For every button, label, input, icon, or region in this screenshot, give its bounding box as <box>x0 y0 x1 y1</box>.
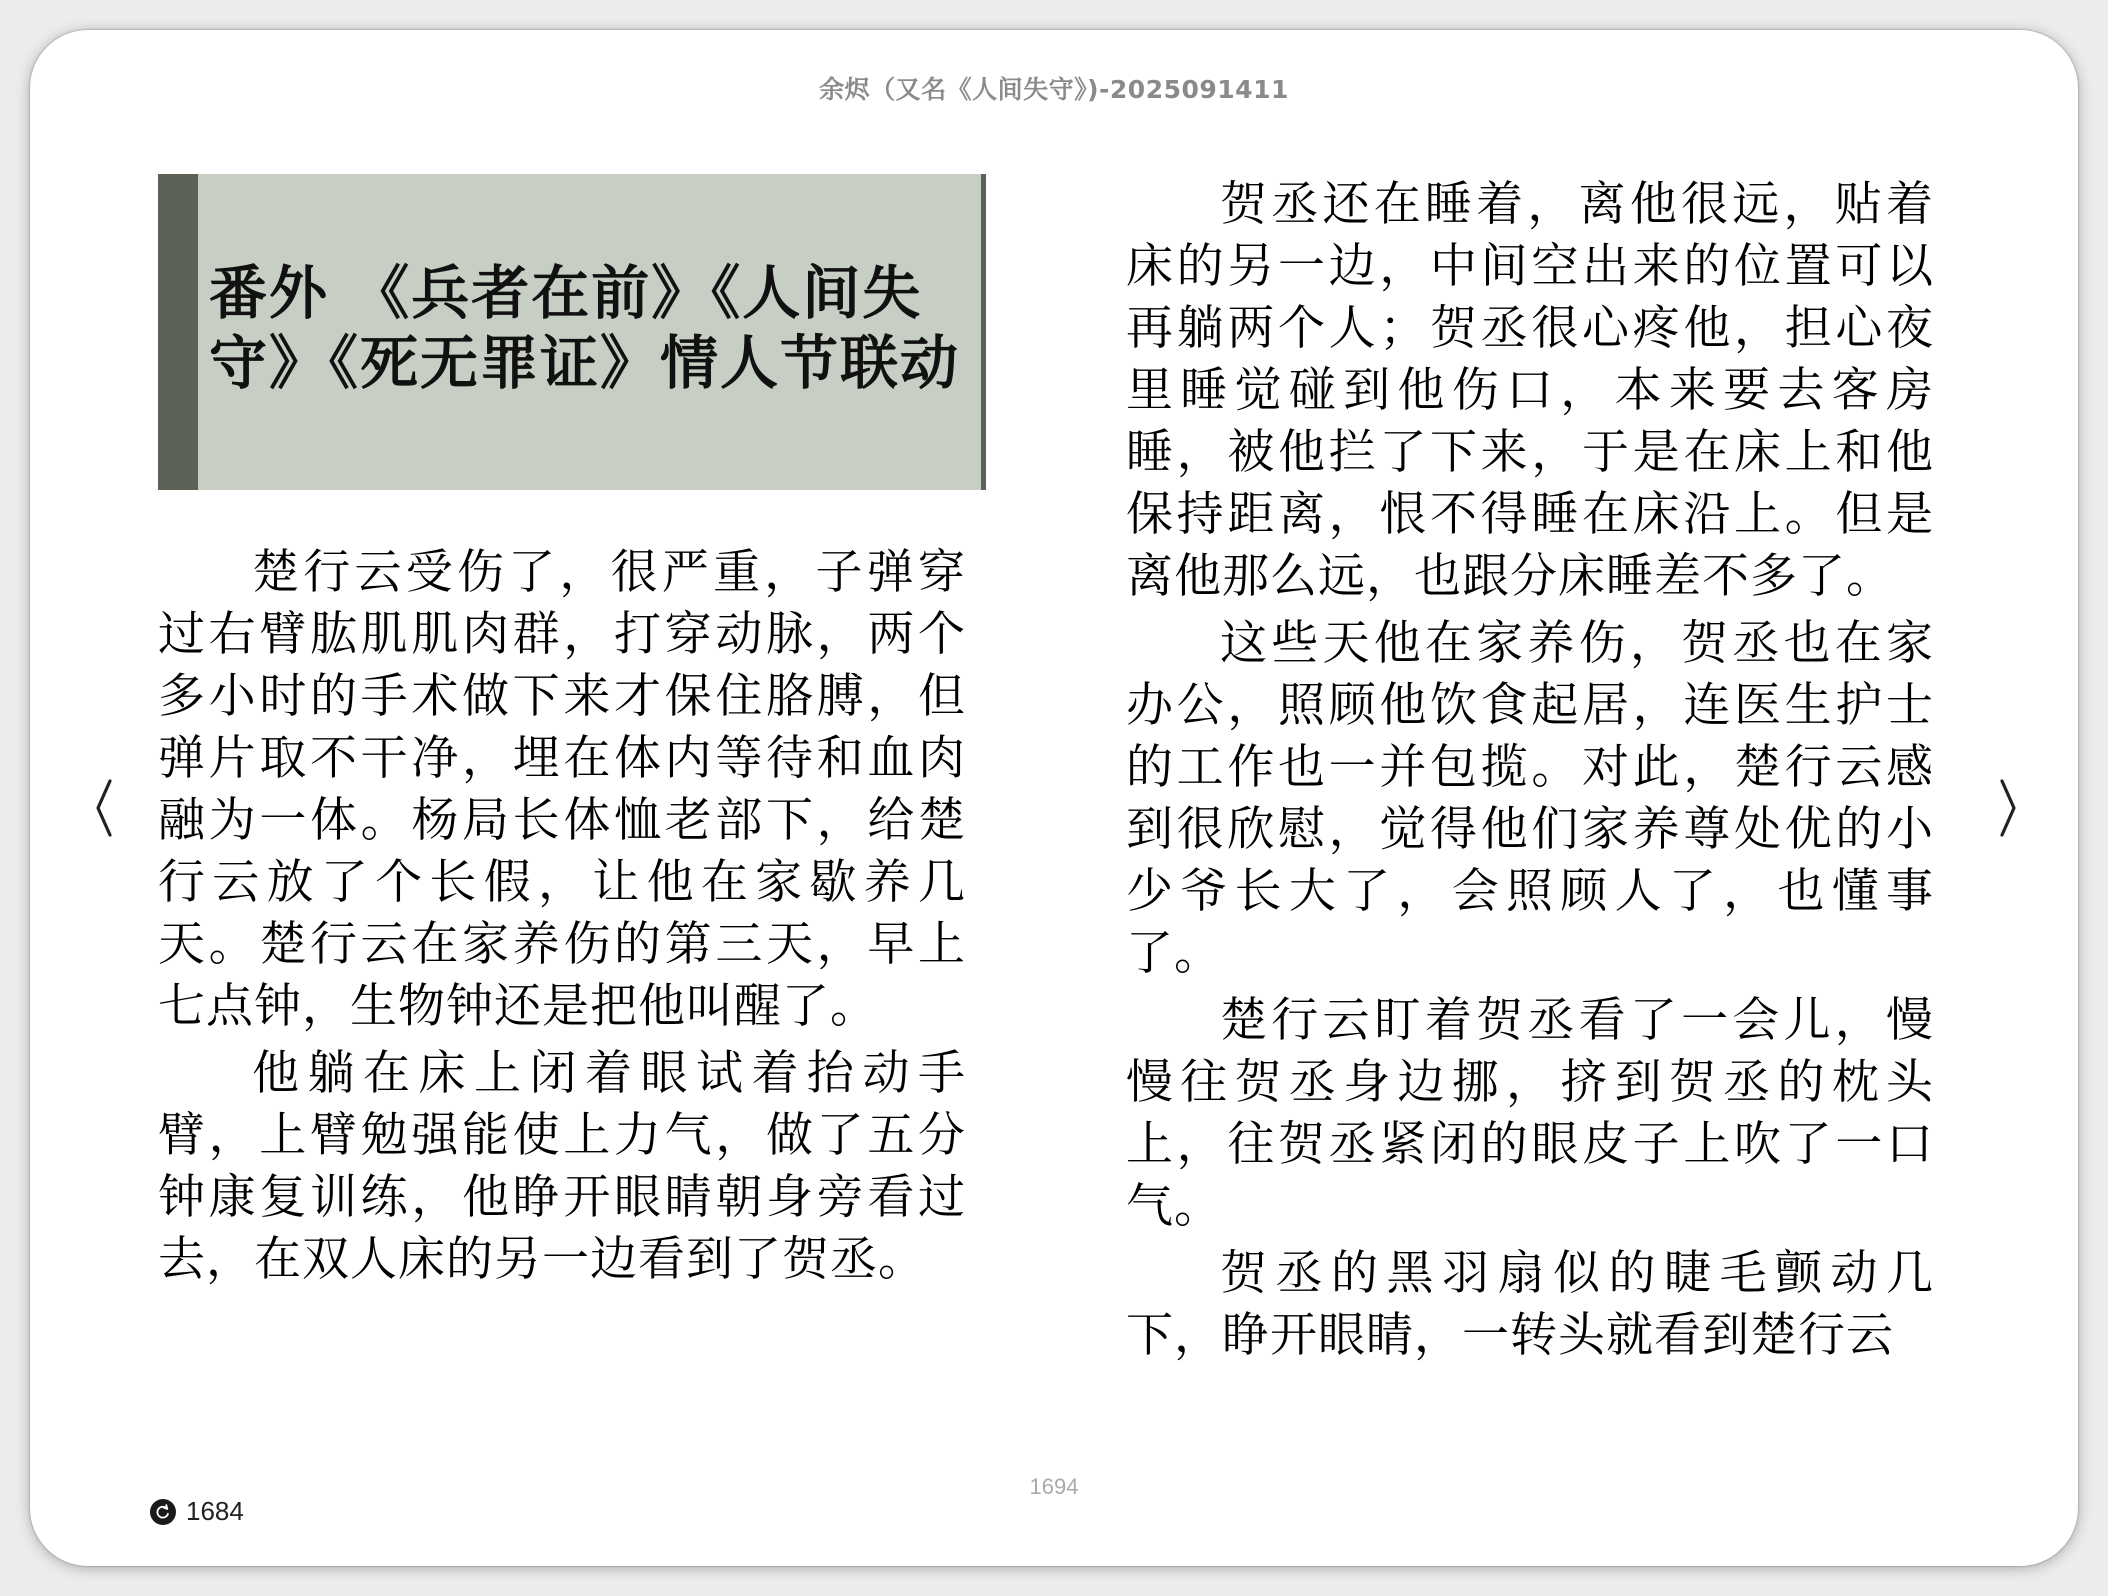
next-page-button[interactable] <box>1986 768 2030 848</box>
chevron-left-icon <box>92 777 116 839</box>
refresh-icon <box>150 1499 176 1525</box>
paragraph: 他躺在床上闭着眼试着抬动手臂，上臂勉强能使上力气，做了五分钟康复训练，他睁开眼睛朝身旁看过去，在双人床的另一边看到了贺丞。 <box>158 1046 966 1287</box>
reader-window <box>30 30 2078 1566</box>
previous-page-button[interactable] <box>82 768 126 848</box>
stats-count: 1684 <box>186 1496 244 1526</box>
paragraph: 楚行云盯着贺丞看了一会儿，慢慢往贺丞身边挪，挤到贺丞的枕头上，往贺丞紧闭的眼皮子上吹了一口气。 <box>1126 993 1934 1234</box>
chapter-title: 番外 《兵者在前》《人间失守》《死无罪证》情人节联动 <box>209 259 961 397</box>
book-title: 余烬（又名《人间失守》)-2025091411 <box>819 75 1289 104</box>
paragraph: 贺丞的黑羽扇似的睫毛颤动几下，睁开眼睛，一转头就看到楚行云 <box>1126 1246 1934 1363</box>
chapter-header <box>158 174 986 490</box>
right-page <box>1126 174 1934 1372</box>
chevron-right-icon <box>1996 777 2020 839</box>
page-number: 1694 <box>1029 1474 1079 1499</box>
paragraph: 这些天他在家养伤，贺丞也在家办公，照顾他饮食起居，连医生护士的工作也一并包揽。对此，楚行云感到很欣慰，觉得他们家养尊处优的小少爷长大了，会照顾人了，也懂事了。 <box>1126 616 1934 981</box>
paragraph: 楚行云受伤了，很严重，子弹穿过右臂肱肌肌肉群，打穿动脉，两个多小时的手术做下来才保住胳膊，但弹片取不干净，埋在体内等待和血肉融为一体。杨局长体恤老部下，给楚行云放了个长假，让他在家歇养几天。楚行云在家养伤的第三天，早上七点钟，生物钟还是把他叫醒了。 <box>158 545 966 1034</box>
left-page <box>158 174 966 1296</box>
reading-stats[interactable] <box>150 1496 244 1527</box>
paragraph: 贺丞还在睡着，离他很远，贴着床的另一边，中间空出来的位置可以再躺两个人；贺丞很心疼他，担心夜里睡觉碰到他伤口，本来要去客房睡，被他拦了下来，于是在床上和他保持距离，恨不得睡在床沿上。但是离他那么远，也跟分床睡差不多了。 <box>1126 177 1934 604</box>
